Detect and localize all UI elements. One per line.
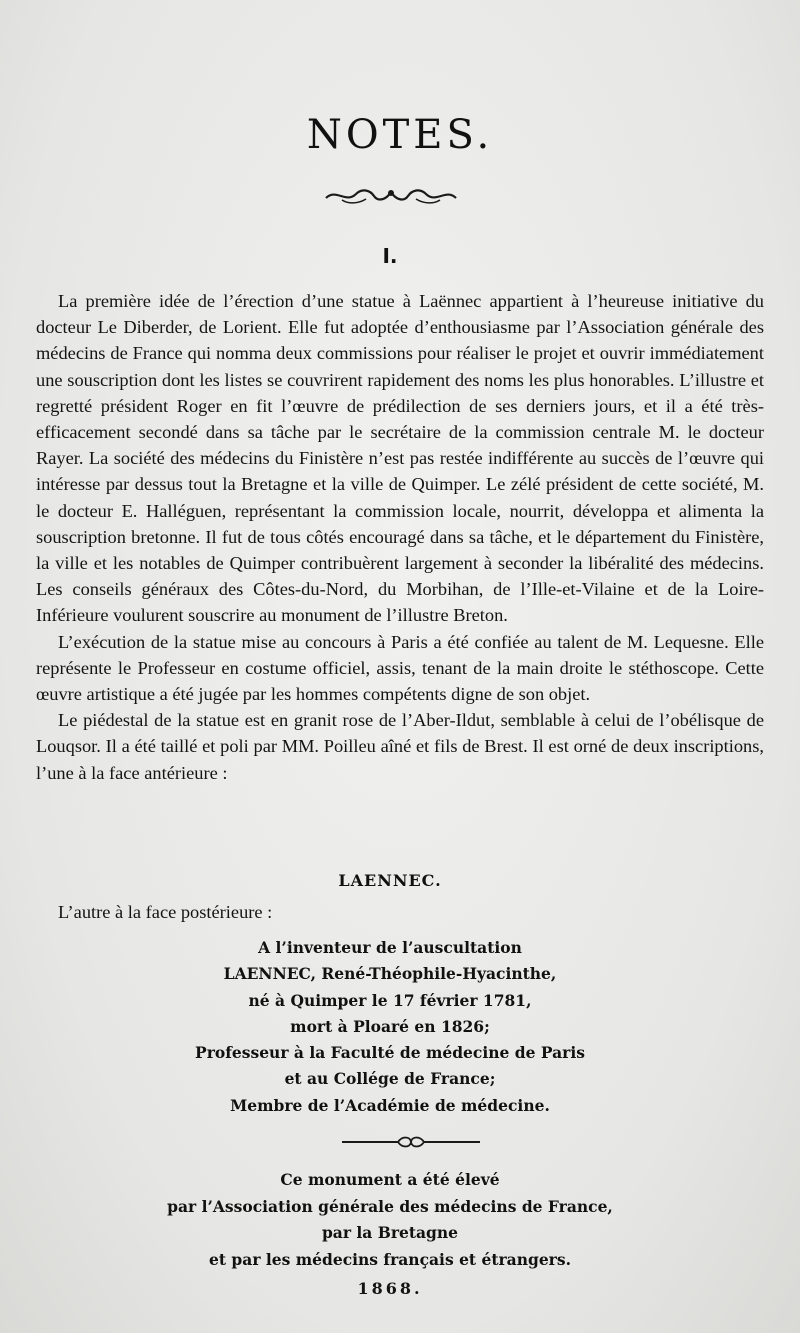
scroll-ornament-icon [322, 184, 460, 206]
section-number: I. [382, 244, 398, 268]
dedication-line: par la Bretagne [321, 1223, 459, 1242]
dedication [0, 1167, 780, 1273]
paragraph-2: L’exécution de la statue mise au concours à Paris a été confiée au talent de M. Lequesne. Elle représente le Professeur en costume officiel, assis, tenant de la main droite le stéthoscope. Cette œuvre artistique a été jugée par les hommes compétents digne de son objet. [36, 631, 764, 705]
dedication-line: par l’Association générale des médecins de France, [167, 1196, 613, 1216]
inscription-line: et au Collége de France; [284, 1069, 496, 1089]
paragraph-1: La première idée de l’érection d’une statue à Laënnec appartient à l’heureuse initiative du docteur Le Diberder, de Lorient. Elle fut adoptée d’enthousiasme par l’Association générale des médecins de France qui nomma deux commissions pour réaliser le projet et ouvrir immédiatement une souscription dont les listes se couvrirent rapidement des noms les plus honorables. L’illustre et regretté président Roger en fit l’œuvre de prédilection de ses derniers jours, et il a été très-efficacement secondé dans sa tâche par le secrétaire de la commission centrale M. le docteur Rayer. La société des médecins du Finistère n’est pas restée indifférente au succès de l’œuvre qui intéresse par dessus tout la Bretagne et la ville de Quimper. Le zélé président de cette société, M. le docteur E. Halléguen, représentant la commission locale, nourrit, développa et alimenta la souscription bretonne. Il fut de tous côtés encouragé dans sa tâche, et le département du Finistère, la ville et les notables de Quimper contribuèrent largement à seconder la libéralité des médecins. Les conseils généraux des Côtes-du-Nord, du Morbihan, de l’Ille-et-Vilaine et de la Loire-Inférieure voulurent souscrire au monument de l’illustre Breton. [36, 291, 764, 626]
inscription-line: mort à Ploaré en 1826; [290, 1016, 490, 1036]
inscription-line: LAENNEC, René-Théophile-Hyacinthe, [223, 964, 557, 984]
inscription-line: Professeur à la Faculté de médecine de Paris [195, 1043, 585, 1063]
paragraph-3: Le piédestal de la statue est en granit rose de l’Aber-Ildut, semblable à celui de l’obélisque de Louqsor. Il a été taillé et poli par MM. Poilleu aîné et fils de Brest. Il est orné de deux inscriptions, l’une à la face antérieure : [36, 710, 764, 783]
inscription-line: Membre de l’Académie de médecine. [230, 1095, 550, 1115]
back-inscription [0, 935, 780, 1119]
back-inscription-intro: L’autre à la face postérieure : [58, 902, 273, 922]
flourish-divider-icon [340, 1134, 482, 1150]
front-inscription: LAENNEC. [338, 871, 442, 890]
dedication-year: 1868. [357, 1279, 423, 1298]
dedication-line: Ce monument a été élevé [280, 1170, 500, 1189]
inscription-line: né à Quimper le 17 février 1781, [248, 990, 532, 1010]
page-title: NOTES. [306, 112, 494, 158]
inscription-line: A l’inventeur de l’auscultation [258, 938, 522, 957]
body-text [36, 288, 764, 786]
dedication-line: et par les médecins français et étrangers. [209, 1249, 571, 1269]
